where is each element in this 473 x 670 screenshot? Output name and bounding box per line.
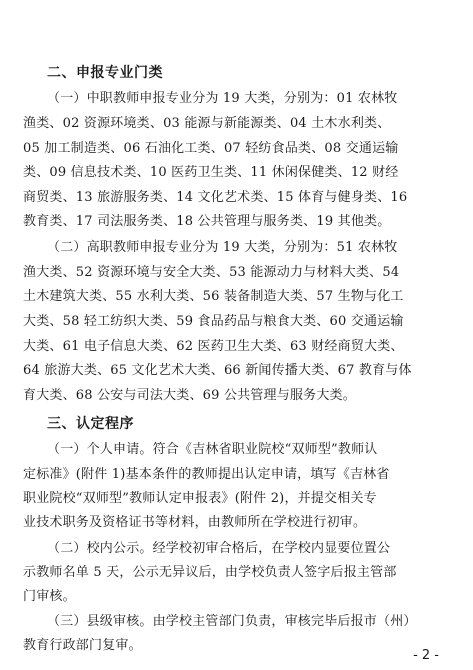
text-line: 大类、58 轻工纺织大类、59 食品药品与粮食大类、60 交通运输: [23, 314, 404, 329]
section-heading-2: 二、申报专业门类: [47, 65, 163, 81]
text-line: 业技术职务及资格证书等材料，由教师所在学校进行初审。: [23, 515, 367, 530]
text-line: 商贸类、13 旅游服务类、14 文化艺术类、15 体育与健身类、16: [23, 190, 408, 205]
text-line: 05 加工制造类、06 石油化工类、07 轻纺食品类、08 交通运输: [23, 141, 399, 156]
text-line: 大类、61 电子信息大类、62 医药卫生大类、63 财经商贸大类、: [23, 339, 404, 354]
section-heading-3: 三、认定程序: [47, 416, 134, 432]
text-line: （三）县级审核。由学校主管部门负责，审核完毕后报市（州）: [47, 614, 417, 629]
text-line: 门审核。: [23, 589, 76, 604]
text-line: 育大类、68 公安与司法大类、69 公共管理与服务大类。: [23, 388, 356, 403]
text-line: 渔类、02 资源环境类、03 能源与新能源类、04 土木水利类、: [23, 116, 391, 131]
text-line: 定标准》(附件 1)基本条件的教师提出认定申请，填写《吉林省: [23, 467, 390, 482]
text-line: （二）高职教师申报专业分为 19 大类，分别为：51 农林牧: [47, 240, 398, 255]
text-line: 教育类、17 司法服务类、18 公共管理与服务类、19 其他类。: [23, 214, 391, 229]
text-line: （一）中职教师申报专业分为 19 大类，分别为：01 农林牧: [47, 91, 398, 106]
text-line: 渔大类、52 资源环境与安全大类、53 能源动力与材料大类、54: [23, 265, 400, 280]
text-line: 教育行政部门复审。: [23, 638, 142, 653]
text-line: 类、09 信息技术类、10 医药卫生类、11 休闲保健类、12 财经: [23, 165, 399, 180]
text-line: 职业院校“双师型”教师认定申报表》(附件 2)，并提交相关专: [23, 491, 377, 506]
text-line: 土木建筑大类、55 水利大类、56 装备制造大类、57 生物与化工: [23, 289, 404, 304]
text-line: （一）个人申请。符合《吉林省职业院校“双师型”教师认: [47, 442, 378, 457]
text-line: （二）校内公示。经学校初审合格后，在学校内显要位置公: [47, 541, 391, 556]
page-number: - 2 -: [413, 648, 439, 663]
text-line: 64 旅游大类、65 文化艺术大类、66 新闻传播大类、67 教育与体: [23, 363, 412, 378]
text-line: 示教师名单 5 天，公示无异议后，由学校负责人签字后报主管部: [23, 565, 397, 580]
